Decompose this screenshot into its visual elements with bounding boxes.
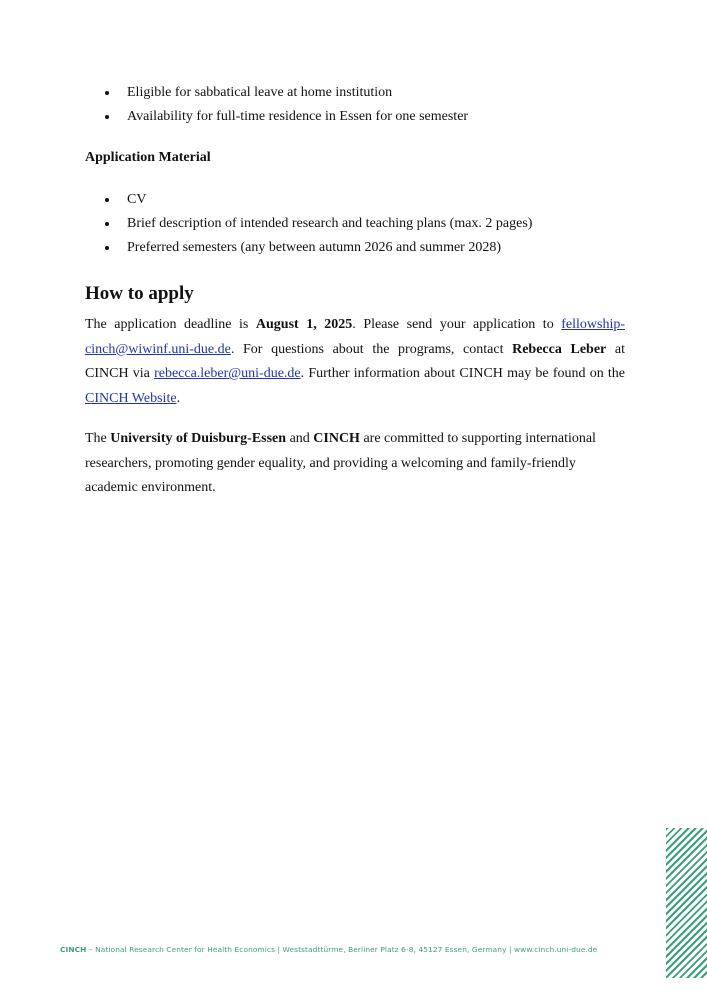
bullet-icon: [105, 198, 109, 202]
application-material-heading: Application Material: [85, 150, 211, 165]
list-item-text: Eligible for sabbatical leave at home institution: [127, 85, 393, 100]
commitment-paragraph: [85, 427, 625, 501]
list-item: [105, 215, 665, 233]
eligibility-list: [105, 84, 665, 132]
bullet-icon: [105, 91, 109, 95]
paragraph-text: are committed to supporting international researchers, promoting gender equality, and providing a welcoming and family-friendly academic environment.: [85, 431, 596, 495]
paragraph-text: at CINCH via: [85, 341, 625, 381]
paragraph-text: . For questions about the programs, contact: [230, 341, 513, 357]
footer-brand: CINCH: [60, 945, 87, 954]
university-name: University of Duisburg-Essen: [110, 431, 287, 446]
paragraph-text: The application deadline is: [85, 317, 256, 332]
paragraph-text: and: [286, 431, 314, 446]
cinch-website-link[interactable]: CINCH Website: [85, 390, 177, 406]
list-item-text: Availability for full-time residence in Essen for one semester: [127, 109, 469, 124]
list-item: [105, 239, 665, 257]
cinch-name: CINCH: [313, 431, 360, 446]
bullet-icon: [105, 222, 109, 226]
list-item: [105, 84, 665, 102]
list-item: [105, 108, 665, 126]
bullet-icon: [105, 246, 109, 250]
paragraph-text: The: [85, 431, 111, 446]
paragraph-text: . Please send your application to: [352, 317, 562, 332]
list-item: [105, 191, 665, 209]
footer-text: – National Research Center for Health Economics | Weststadttürme, Berliner Platz 6-8, 45127 Essen, Germany | www.cinch.uni-due.de: [86, 945, 598, 954]
paragraph-text: . Further information about CINCH may be found on the: [300, 366, 625, 381]
list-item-text: Preferred semesters (any between autumn 2026 and summer 2028): [127, 240, 501, 255]
bullet-icon: [105, 115, 109, 119]
page-footer: [60, 945, 597, 954]
how-to-apply-heading: How to apply: [85, 283, 194, 304]
decorative-stripes: [666, 828, 707, 978]
fellowship-email-link[interactable]: fellowship-cinch@wiwinf.uni-due.de: [85, 317, 625, 357]
deadline-date: August 1, 2025: [255, 317, 353, 332]
list-item-text: Brief description of intended research and teaching plans (max. 2 pages): [127, 216, 533, 231]
how-to-apply-paragraph: [85, 313, 625, 411]
list-item-text: CV: [127, 192, 147, 207]
contact-email-link[interactable]: rebecca.leber@uni-due.de: [154, 366, 301, 381]
application-material-list: [105, 191, 665, 263]
contact-name: Rebecca Leber: [512, 341, 607, 357]
paragraph-text: .: [176, 390, 181, 406]
